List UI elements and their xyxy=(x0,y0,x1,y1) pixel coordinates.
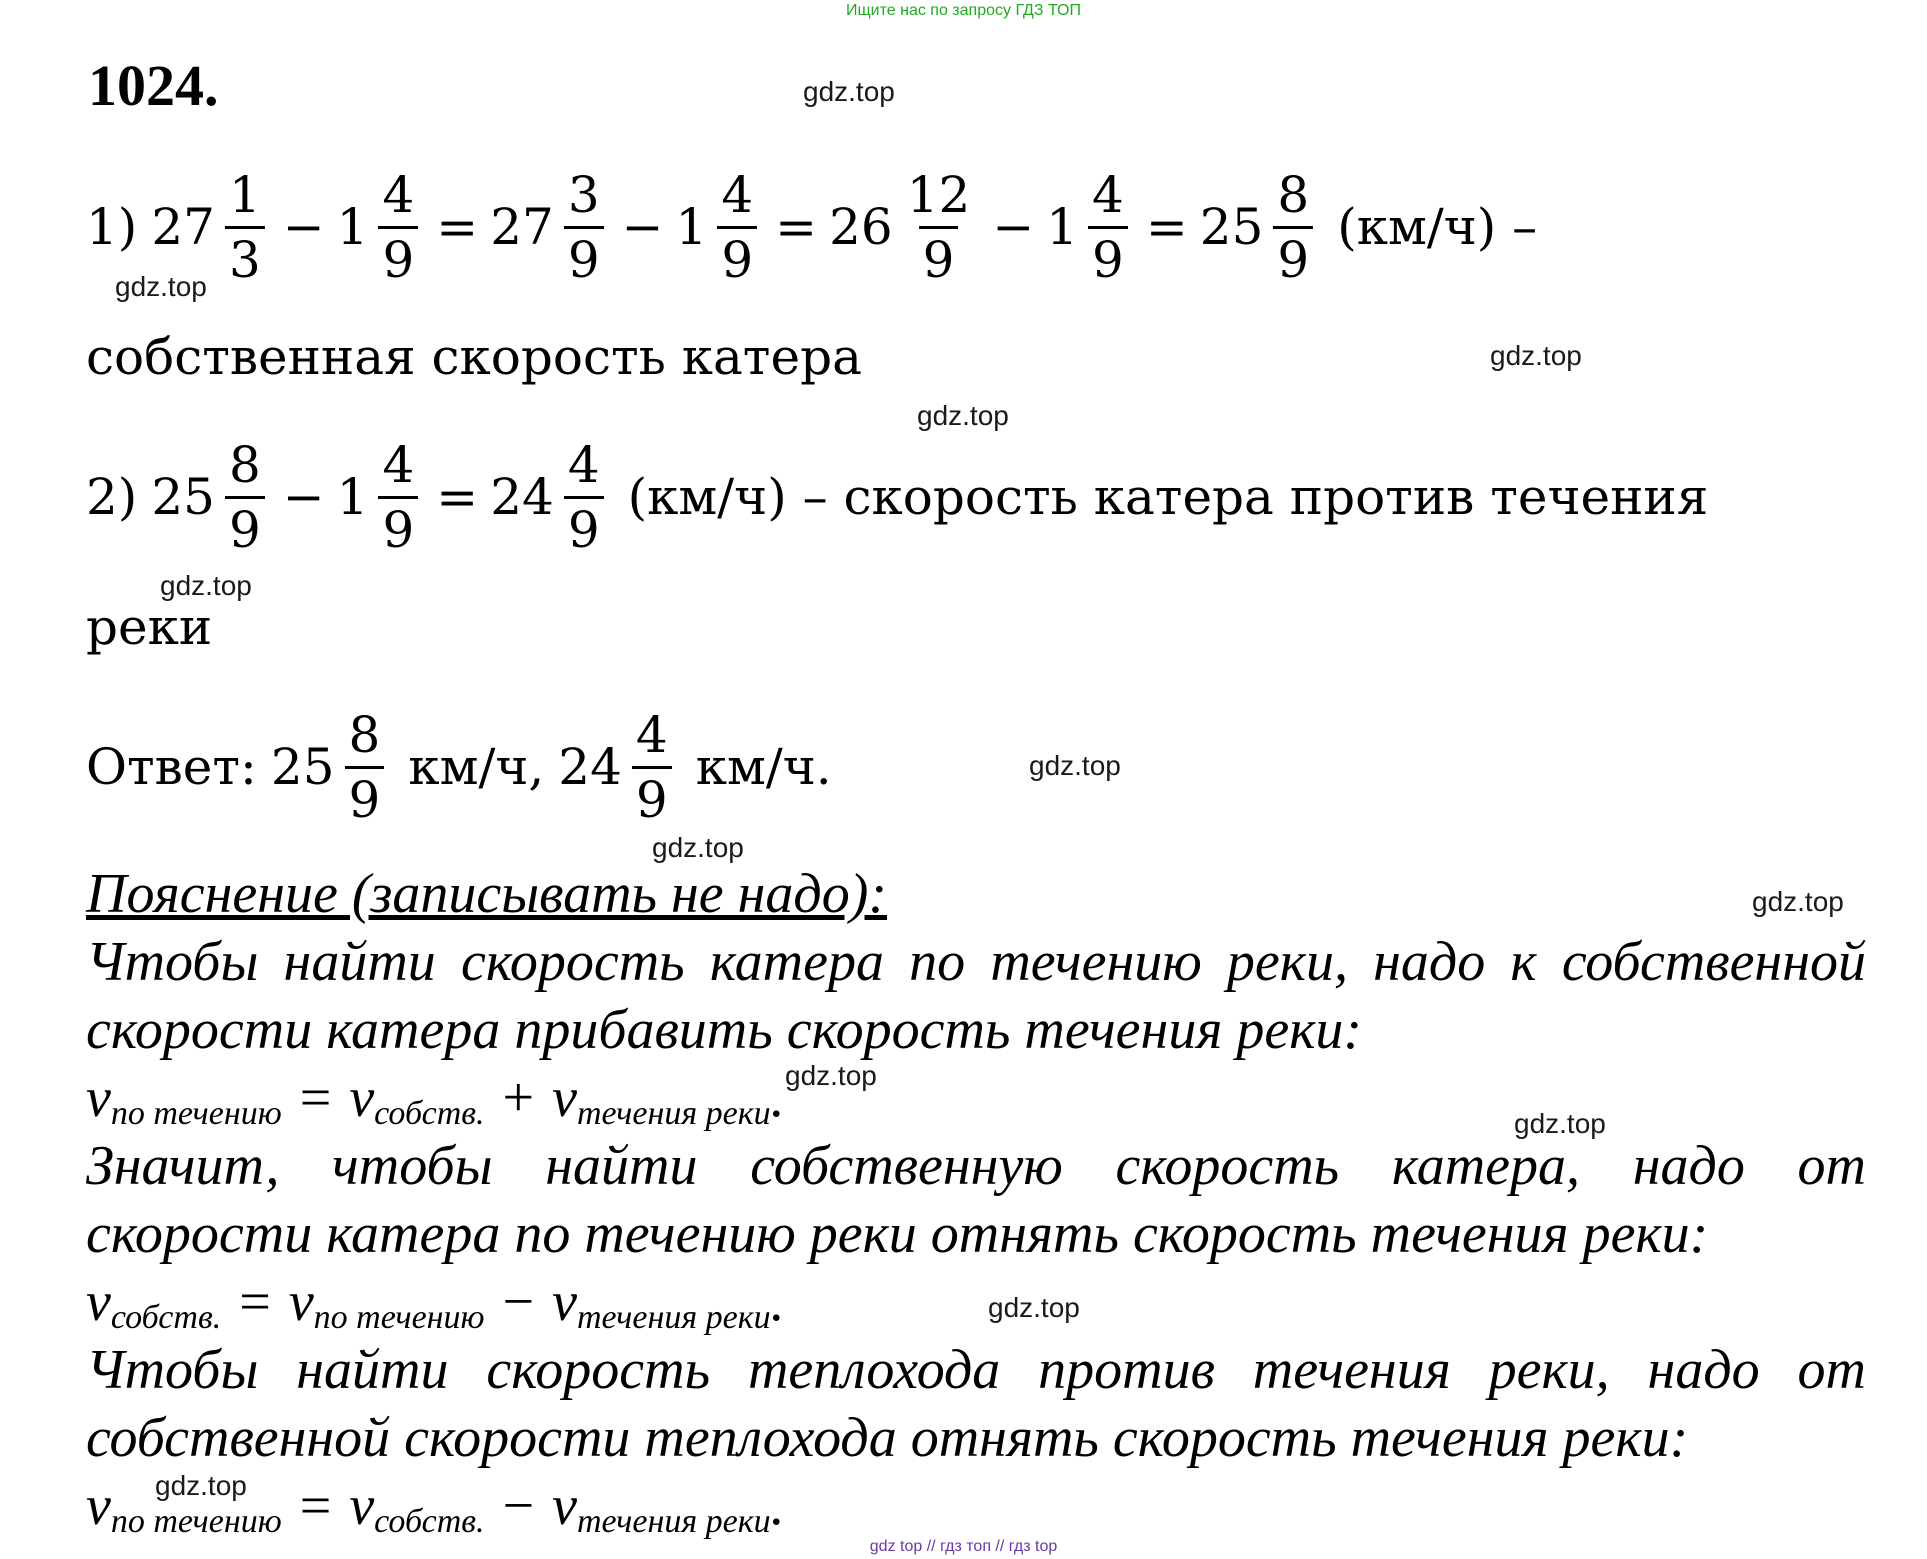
whole-part: 1 xyxy=(336,198,369,256)
var-sub: собств. xyxy=(110,1299,222,1336)
whole-part: 24 xyxy=(558,738,622,796)
mixed-number xyxy=(336,165,425,289)
denominator: 3 xyxy=(225,226,265,285)
mixed-number xyxy=(336,435,425,559)
mixed-number xyxy=(490,165,609,289)
equals-sign: = xyxy=(1145,198,1188,256)
mixed-number xyxy=(151,435,270,559)
period: . xyxy=(770,1271,785,1333)
minus-sign: − xyxy=(502,1475,535,1537)
watermark: gdz.top xyxy=(785,1060,877,1091)
task-number: 1024. xyxy=(88,53,219,118)
whole-part: 1 xyxy=(675,198,708,256)
var-sub: собств. xyxy=(374,1503,485,1540)
formula-1 xyxy=(86,1066,785,1133)
var: v xyxy=(552,1475,577,1537)
var: v xyxy=(552,1067,577,1129)
denominator: 9 xyxy=(378,226,418,285)
denominator: 9 xyxy=(919,226,959,285)
watermark: gdz.top xyxy=(803,76,895,107)
step-label: 2) xyxy=(86,468,138,526)
numerator: 8 xyxy=(228,435,261,494)
denominator: 9 xyxy=(378,496,418,555)
denominator: 9 xyxy=(1088,226,1128,285)
explanation-paragraph: скорости катера по течению реки отнять скорость течения реки: xyxy=(86,1203,1709,1265)
numerator: 1 xyxy=(228,165,261,224)
minus-sign: − xyxy=(992,198,1035,256)
var: v xyxy=(86,1475,111,1537)
plus-sign: + xyxy=(502,1067,535,1129)
whole-part: 24 xyxy=(490,468,554,526)
watermark: gdz.top xyxy=(155,1470,247,1501)
var-sub: по течению xyxy=(110,1503,282,1540)
formula-2 xyxy=(86,1270,785,1337)
numerator: 4 xyxy=(382,435,415,494)
answer-line xyxy=(86,692,832,842)
explanation-paragraph: Чтобы найти скорость теплохода против течения реки, надо от xyxy=(86,1339,1866,1401)
explanation-title-text: Пояснение (записывать не надо): xyxy=(86,863,888,925)
whole-part: 25 xyxy=(151,468,215,526)
var: v xyxy=(288,1271,314,1333)
minus-sign: − xyxy=(282,468,325,526)
unit-label: км/ч, xyxy=(408,738,545,796)
watermark: gdz.top xyxy=(1752,886,1844,917)
bottom-banner: gdz top // гдз топ // гдз top xyxy=(869,1538,1058,1555)
numerator: 4 xyxy=(635,705,668,764)
numerator: 12 xyxy=(906,165,971,224)
explanation-title xyxy=(86,860,1866,928)
var-sub: течения реки xyxy=(576,1299,771,1336)
equals-sign: = xyxy=(436,198,479,256)
mixed-number xyxy=(151,165,270,289)
whole-part: 1 xyxy=(1046,198,1079,256)
equals-sign: = xyxy=(299,1475,332,1537)
minus-sign: − xyxy=(621,198,664,256)
mixed-number xyxy=(490,435,609,559)
var: v xyxy=(86,1271,111,1333)
numerator: 8 xyxy=(1277,165,1310,224)
var: v xyxy=(552,1271,577,1333)
step1-caption: собственная скорость катера xyxy=(86,328,862,386)
numerator: 3 xyxy=(567,165,600,224)
period: . xyxy=(770,1475,785,1537)
watermark: gdz.top xyxy=(115,271,207,302)
unit-label: (км/ч) – скорость катера против течения xyxy=(627,468,1709,526)
numerator: 4 xyxy=(382,165,415,224)
denominator: 9 xyxy=(345,766,385,825)
step2-equation xyxy=(86,422,1708,572)
watermark: gdz.top xyxy=(1514,1108,1606,1139)
mixed-number xyxy=(675,165,764,289)
numerator: 8 xyxy=(348,705,381,764)
numerator: 4 xyxy=(1092,165,1124,224)
answer-label: Ответ: xyxy=(86,738,257,796)
watermark: gdz.top xyxy=(988,1292,1080,1323)
explanation-paragraph: Значит, чтобы найти собственную скорость катера, надо от xyxy=(86,1135,1866,1197)
whole-part: 1 xyxy=(336,468,369,526)
mixed-number xyxy=(558,705,677,829)
equals-sign: = xyxy=(436,468,479,526)
minus-sign: − xyxy=(502,1271,535,1333)
unit-label: (км/ч) – xyxy=(1337,198,1538,256)
step-label: 1) xyxy=(86,198,138,256)
var-sub: по течению xyxy=(313,1299,485,1336)
watermark: gdz.top xyxy=(160,570,252,601)
explanation-paragraph: Чтобы найти скорость катера по течению реки, надо к собственной xyxy=(86,931,1866,993)
period: . xyxy=(770,1067,785,1129)
watermark: gdz.top xyxy=(1029,750,1121,781)
mixed-number xyxy=(1199,165,1319,289)
formula-3 xyxy=(86,1474,785,1541)
step2-caption: реки xyxy=(86,598,213,656)
whole-part: 25 xyxy=(1199,198,1264,256)
explanation-paragraph: собственной скорости теплохода отнять скорость течения реки: xyxy=(86,1407,1689,1469)
denominator: 9 xyxy=(1273,226,1313,285)
var: v xyxy=(86,1067,111,1129)
step1-equation xyxy=(86,152,1537,302)
mixed-number xyxy=(829,165,980,289)
denominator: 9 xyxy=(225,496,265,555)
var: v xyxy=(349,1475,375,1537)
numerator: 4 xyxy=(567,435,600,494)
watermark: gdz.top xyxy=(917,400,1009,431)
numerator: 4 xyxy=(721,165,754,224)
var-sub: течения реки xyxy=(576,1503,771,1540)
equals-sign: = xyxy=(775,198,818,256)
mixed-number xyxy=(1046,165,1134,289)
denominator: 9 xyxy=(632,766,672,825)
watermark: gdz.top xyxy=(1490,340,1582,371)
top-banner: Ищите нас по запросу ГДЗ ТОП xyxy=(846,2,1081,19)
equals-sign: = xyxy=(299,1067,332,1129)
whole-part: 25 xyxy=(270,738,335,796)
whole-part: 27 xyxy=(490,198,554,256)
equals-sign: = xyxy=(239,1271,271,1333)
whole-part: 26 xyxy=(829,198,893,256)
whole-part: 27 xyxy=(151,198,215,256)
minus-sign: − xyxy=(282,198,325,256)
var: v xyxy=(349,1067,375,1129)
denominator: 9 xyxy=(564,496,604,555)
var-sub: течения реки xyxy=(576,1095,771,1132)
mixed-number xyxy=(270,705,390,829)
watermark: gdz.top xyxy=(652,832,744,863)
denominator: 9 xyxy=(717,226,757,285)
explanation-paragraph: скорости катера прибавить скорость течения реки: xyxy=(86,999,1363,1061)
var-sub: по течению xyxy=(110,1095,282,1132)
unit-label: км/ч. xyxy=(695,738,832,796)
denominator: 9 xyxy=(564,226,604,285)
var-sub: собств. xyxy=(374,1095,485,1132)
